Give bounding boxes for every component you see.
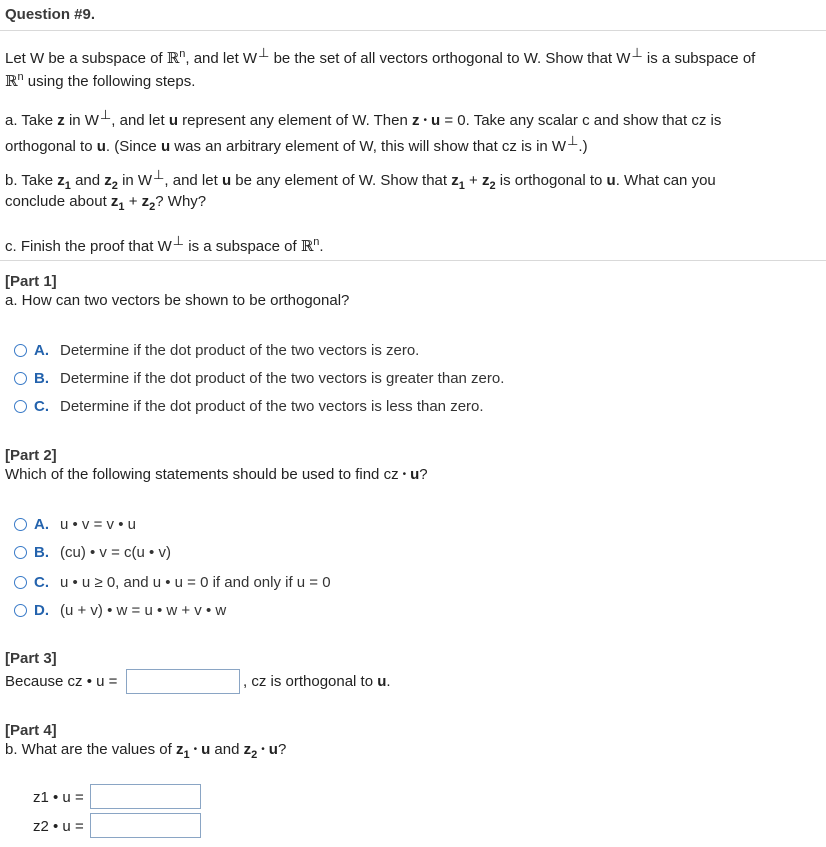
var-z: z (104, 172, 112, 189)
part1-label: [Part 1] (5, 273, 57, 290)
exponent-n: n (17, 71, 24, 83)
plus-symbol: + (469, 172, 478, 189)
intro-line-1 (5, 45, 755, 67)
part4-row2-label: z2 • u = (33, 818, 84, 835)
intro-text-1: Let W be a subspace of (5, 50, 163, 67)
radio-button[interactable] (14, 400, 27, 413)
step-c-text: is a subspace of (184, 238, 297, 255)
option-text: (cu) • v = c(u • v) (60, 544, 171, 561)
var-u: u (606, 172, 616, 189)
option-letter: D. (34, 602, 49, 619)
option-text: u • u ≥ 0, and u • u = 0 if and only if u = 0 (60, 574, 331, 591)
part2-prompt-text: ? (419, 466, 428, 483)
perp-symbol: ⊥ (99, 107, 112, 122)
sub-2: 2 (111, 180, 118, 192)
step-c-text: . (319, 238, 324, 255)
step-a-text: orthogonal to (5, 138, 93, 155)
perp-symbol: ⊥ (172, 233, 185, 248)
radio-button[interactable] (14, 546, 27, 559)
intro-text-4: is a subspace of (642, 50, 756, 67)
var-z: z (141, 193, 150, 210)
var-u: u (410, 466, 420, 483)
step-b-text: be any element of W. Show that (235, 172, 448, 189)
step-b-text: ? Why? (155, 193, 207, 210)
var-u: u (377, 673, 387, 690)
var-z: z (57, 112, 65, 129)
step-b-text: , and let (164, 172, 218, 189)
step-a-text: .) (578, 138, 588, 155)
radio-button[interactable] (14, 344, 27, 357)
part3-answer-input[interactable] (126, 669, 240, 694)
plus-symbol: + (128, 193, 138, 210)
exponent-n: n (313, 236, 320, 248)
part3-post-text (243, 673, 391, 690)
radio-button[interactable] (14, 518, 27, 531)
dot-symbol: • (423, 115, 428, 126)
var-z: z (412, 112, 420, 129)
var-u: u (160, 138, 171, 155)
option-letter: B. (34, 544, 49, 561)
perp-symbol: ⊥ (153, 167, 165, 182)
step-b-text: in W (122, 172, 153, 189)
perp-symbol: ⊥ (631, 45, 643, 60)
radio-button[interactable] (14, 604, 27, 617)
real-space-symbol: ℝ (300, 237, 314, 255)
perp-symbol: ⊥ (567, 133, 579, 148)
step-b-text: and (75, 172, 101, 189)
part3-pre-text: Because cz • u = (5, 673, 118, 690)
step-a-text: , and let (111, 112, 165, 129)
part1-prompt: a. How can two vectors be shown to be orthogonal? (5, 292, 350, 309)
exponent-n: n (179, 48, 186, 60)
var-z: z (481, 172, 490, 189)
part3-label: [Part 3] (5, 650, 57, 667)
step-b-text: b. Take (5, 172, 54, 189)
intro-text-2: , and let W (185, 50, 258, 67)
var-u: u (201, 741, 211, 758)
z1-dot-u-input[interactable] (90, 784, 201, 809)
option-text: Determine if the dot product of the two vectors is zero. (60, 342, 420, 359)
var-cz: cz (383, 466, 399, 483)
var-z: z (243, 741, 252, 758)
real-space-symbol: ℝ (5, 72, 18, 90)
part2-label: [Part 2] (5, 447, 57, 464)
option-letter: A. (34, 342, 49, 359)
part2-prompt-text: Which of the following statements should be used to find (5, 466, 380, 483)
option-letter: C. (34, 574, 49, 591)
sub-1: 1 (64, 180, 71, 192)
var-u: u (96, 138, 106, 155)
option-letter: B. (34, 370, 49, 387)
step-c-text: c. Finish the proof that W (5, 238, 172, 255)
sub-1: 1 (118, 201, 125, 213)
step-b-text: . What can you (615, 172, 716, 189)
part3-post-pre: , cz is orthogonal to (243, 673, 374, 690)
dot-symbol: • (261, 744, 265, 755)
intro-line-2 (5, 72, 195, 90)
sub-2: 2 (149, 201, 156, 213)
sub-2: 2 (489, 180, 496, 192)
z2-dot-u-input[interactable] (90, 813, 201, 838)
step-b-text: conclude about (5, 193, 107, 210)
intro-text-5: using the following steps. (23, 73, 196, 90)
step-b-line-1 (5, 167, 716, 192)
sub-1: 1 (458, 180, 465, 192)
step-a-line-2 (5, 133, 588, 155)
question-title: Question #9. (5, 6, 96, 23)
var-z: z (175, 741, 184, 758)
var-u: u (431, 112, 441, 129)
var-z: z (57, 172, 65, 189)
var-u: u (221, 172, 232, 189)
intro-text-3: be the set of all vectors orthogonal to W. Show that W (269, 50, 631, 67)
part4-prompt (5, 741, 287, 761)
part3-post-end: . (386, 673, 391, 690)
title-divider (0, 30, 826, 31)
step-a-text: in W (68, 112, 99, 129)
option-letter: C. (34, 398, 49, 415)
option-text: (u + v) • w = u • w + v • w (60, 602, 227, 619)
step-a-text: a. Take (5, 112, 54, 129)
step-a-line-1 (5, 107, 721, 129)
part4-prompt-text: and (214, 741, 240, 758)
part4-row1-label: z1 • u = (33, 789, 84, 806)
step-a-text: was an arbitrary element of W, this will show that cz is in W (174, 138, 567, 155)
var-z: z (110, 193, 119, 210)
part4-label: [Part 4] (5, 722, 57, 739)
radio-button[interactable] (14, 372, 27, 385)
option-text: Determine if the dot product of the two vectors is less than zero. (60, 398, 484, 415)
sub-1: 1 (183, 749, 190, 761)
option-text: u • v = v • u (60, 516, 136, 533)
step-a-text: . (Since (105, 138, 157, 155)
option-letter: A. (34, 516, 49, 533)
part4-prompt-text: ? (277, 741, 287, 758)
perp-symbol: ⊥ (258, 45, 270, 60)
step-c-line (5, 233, 324, 255)
var-u: u (268, 741, 278, 758)
radio-button[interactable] (14, 576, 27, 589)
var-z: z (451, 172, 459, 189)
section-divider (0, 260, 826, 261)
dot-symbol: • (402, 469, 407, 480)
option-text: Determine if the dot product of the two vectors is greater than zero. (60, 370, 505, 387)
step-a-text: = 0. Take any scalar c and show that cz is (444, 112, 722, 129)
dot-symbol: • (193, 744, 198, 755)
step-a-text: represent any element of W. Then (182, 112, 408, 129)
real-space-symbol: ℝ (166, 49, 180, 67)
step-b-text: is orthogonal to (499, 172, 603, 189)
sub-2: 2 (251, 749, 258, 761)
part2-prompt (5, 466, 428, 483)
var-u: u (168, 112, 178, 129)
part4-prompt-text: b. What are the values of (5, 741, 172, 758)
step-b-line-2 (5, 193, 207, 213)
